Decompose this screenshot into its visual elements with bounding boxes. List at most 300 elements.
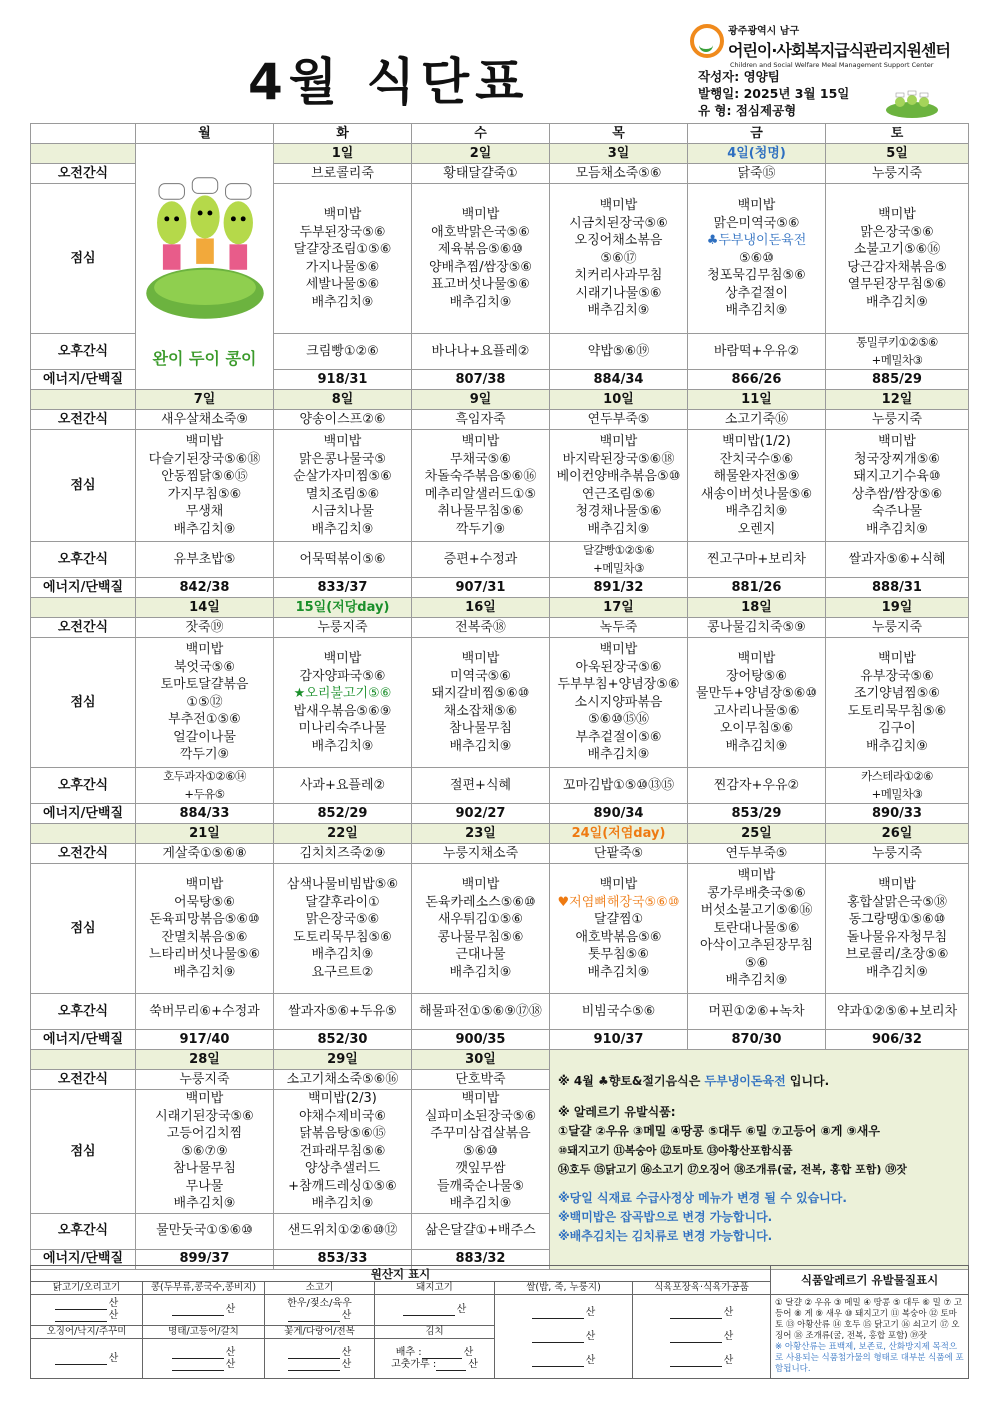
origin-cell-rice: 산 산 산: [495, 1295, 633, 1379]
lunch-item: 주꾸미삼겹살볶음: [430, 1126, 531, 1141]
note-2: ※백미밥은 잡곡밥으로 변경 가능합니다.: [558, 1210, 773, 1225]
lunch-item: 백미밥(1/2): [722, 434, 791, 449]
lunch-cell: [412, 1090, 550, 1214]
energy-value: 910/37: [593, 1031, 644, 1047]
pm-snack-cell: [688, 994, 826, 1030]
lunch-item: 건파래무침⑤⑥: [299, 1143, 386, 1159]
energy-value: 884/34: [593, 371, 644, 387]
lunch-item: 백미밥: [878, 207, 916, 222]
energy-value: 852/30: [317, 1031, 368, 1047]
pm-snack: 크림빵①②⑥: [306, 343, 379, 359]
lunch-item: 백미밥: [461, 651, 500, 666]
energy-cell: [550, 804, 688, 824]
lunch-item: 미나리숙주나물: [298, 721, 387, 736]
energy-value: 890/34: [593, 805, 644, 821]
lunch-item: 달걀찜①: [593, 912, 644, 927]
am-snack: 브로콜리죽: [311, 165, 374, 181]
origin-title: 원산지 표시: [31, 1266, 771, 1282]
energy-value: 906/32: [872, 1031, 922, 1047]
lunch-cell: [550, 184, 688, 334]
lunch-item: 청경채나물⑤⑥: [575, 504, 662, 519]
label-text: 오후간식: [57, 1223, 109, 1239]
lunch-item: 버섯소불고기⑤⑥⑯: [700, 903, 813, 919]
day-cell: [274, 390, 412, 410]
pm-snack: 샌드위치①②⑥⑩⑫: [287, 1223, 398, 1239]
notes-cell: [550, 1050, 969, 1270]
am-snack-cell: [136, 1070, 274, 1090]
origin-cell-pork: 산: [375, 1295, 495, 1326]
lunch-item: 백미밥: [878, 434, 916, 449]
energy-cell: [274, 804, 412, 824]
lunch-cell: [826, 430, 969, 542]
am-snack: 게살죽①⑤⑥⑧: [162, 845, 247, 861]
pm-snack: 카스테라①②⑥ +메밀차③: [861, 769, 933, 801]
am-snack: 누룽지죽: [317, 619, 368, 635]
energy-cell: [826, 370, 969, 390]
origin-cell-crab: 산 산: [265, 1339, 375, 1379]
am-snack: 닭죽⑮: [737, 165, 776, 181]
energy-value: 853/29: [731, 805, 782, 821]
origin-col-5: 식육포장육·식육가공품: [633, 1282, 771, 1295]
lunch-cell: [136, 430, 274, 542]
pm-snack: 증편+수정과: [443, 551, 518, 567]
energy-cell: [688, 804, 826, 824]
lunch-item: 배추김치⑨: [866, 738, 928, 754]
label-text: 점심: [70, 477, 96, 493]
pm-snack-cell: [826, 768, 969, 804]
origin-col-3: 돼지고기: [375, 1282, 495, 1295]
lunch-item: 베이컨양배추볶음⑤⑩: [556, 469, 681, 484]
lunch-item: 백미밥: [878, 877, 916, 892]
am-snack-cell: [826, 844, 969, 864]
lunch-item: 배추김치⑨: [587, 747, 650, 763]
lunch-item: 백미밥: [737, 198, 776, 214]
am-snack: 새우살채소죽⑨: [160, 411, 248, 427]
day-number: 18일: [741, 599, 772, 615]
lunch-item: 백미밥: [737, 651, 776, 666]
lunch-item: 양상추샐러드: [304, 1161, 381, 1176]
day-label-cell: [31, 598, 136, 618]
label-lunch: [31, 864, 136, 994]
pm-snack: 호두과자①②⑥⑭ +두유⑤: [163, 769, 246, 801]
origin-col-4: 쌀(밥, 죽, 누룽지): [495, 1282, 633, 1295]
allergy-list-1: ①달걀 ②우유 ③메밀 ④땅콩 ⑤대두 ⑥밀 ⑦고등어 ⑧게 ⑨새우: [558, 1124, 880, 1139]
origin-cell-beef: 한우/젖소/육우 산: [265, 1295, 375, 1326]
day-cell: [136, 824, 274, 844]
pm-snack-cell: [688, 542, 826, 578]
am-snack: 잣죽⑲: [185, 619, 224, 635]
energy-value: 884/33: [179, 805, 230, 821]
lunch-item: 청포묵김무침⑤⑥: [707, 268, 806, 284]
am-snack-cell: [412, 410, 550, 430]
notes-line1: ※ 4월 ♣향토&절기음식은 두부냉이돈육전 입니다.: [558, 1074, 830, 1089]
lunch-item: 애호박볶음⑤⑥: [575, 929, 662, 945]
label-text: 오전간식: [57, 1071, 109, 1087]
lunch-item: 잔멸치볶음⑤⑥: [161, 929, 248, 945]
lunch-item: 상추쌈/쌈장⑤⑥: [851, 486, 943, 502]
label-text: 점심: [70, 250, 96, 266]
label-energy: [31, 370, 136, 390]
corner-cell: [31, 124, 136, 144]
menu-table: [30, 123, 969, 1270]
label-energy: [31, 578, 136, 598]
pm-snack-cell: [136, 1213, 274, 1249]
weekday-label: 화: [336, 125, 349, 141]
label-text: 오후간식: [57, 343, 109, 359]
lunch-item: 아삭이고추된장무침: [699, 938, 814, 954]
lunch-item: 홍합살맑은국⑤⑱: [846, 894, 947, 910]
energy-value: 833/37: [317, 579, 368, 595]
label-text: 에너지/단백질: [42, 805, 124, 821]
lunch-item: ⑤⑥⑦⑨: [181, 1143, 228, 1159]
lunch-cell: [826, 864, 969, 994]
day-cell: [136, 390, 274, 410]
pm-snack: 머핀①②⑥+녹차: [708, 1003, 805, 1019]
lunch-item: 새송이버섯나물⑤⑥: [700, 486, 813, 502]
energy-value: 881/26: [731, 579, 782, 595]
day-cell: [136, 598, 274, 618]
lunch-item: 해물완자전⑤⑨: [713, 469, 800, 484]
lunch-item: 돈육피망볶음⑤⑥⑩: [149, 912, 260, 927]
org-block: [690, 22, 970, 69]
label-text: 오전간식: [57, 411, 109, 427]
day-number: 10일: [603, 391, 634, 407]
lunch-cell: [136, 638, 274, 768]
am-snack: 누룽지죽: [871, 845, 923, 861]
pm-snack-cell: [136, 542, 274, 578]
lunch-item: 백미밥: [737, 868, 776, 884]
lunch-item: 다슬기된장국⑤⑥⑱: [148, 451, 261, 467]
pm-snack-cell: [550, 542, 688, 578]
energy-cell: [274, 1030, 412, 1050]
lunch-item: 세발나물⑤⑥: [305, 277, 380, 292]
am-snack-cell: [826, 164, 969, 184]
lunch-item: 백미밥: [185, 642, 224, 658]
lunch-item: 배추김치⑨: [725, 738, 788, 754]
lunch-item: 맑은콩나물국⑤: [298, 451, 386, 467]
energy-cell: [274, 578, 412, 598]
day-number: 11일: [741, 391, 772, 407]
origin-col-0: 닭고기/오리고기: [31, 1282, 143, 1295]
weekday-label: 금: [750, 125, 763, 141]
day-cell: [136, 1050, 274, 1070]
am-snack-cell: [412, 1070, 550, 1090]
lunch-item: 소시지양파볶음: [574, 694, 663, 710]
lunch-item: 양배추찜/쌈장⑤⑥: [428, 259, 533, 275]
lunch-item: 오이무침⑤⑥: [719, 721, 794, 736]
pm-snack-cell: [550, 334, 688, 370]
lunch-item: 배추김치⑨: [311, 947, 374, 962]
pm-snack-cell: [826, 542, 969, 578]
energy-value: 917/40: [179, 1031, 230, 1047]
lunch-item: 무채국⑤⑥: [450, 451, 511, 467]
mascot-icon: [141, 166, 269, 352]
lunch-item: 배추김치⑨: [173, 521, 236, 537]
lunch-item: 무생채: [185, 504, 224, 519]
pm-snack-cell: [412, 768, 550, 804]
pm-snack-cell: [550, 994, 688, 1030]
day-label-cell: [31, 824, 136, 844]
lunch-item: 맑은장국⑤⑥: [860, 224, 934, 240]
am-snack-cell: [688, 618, 826, 638]
pm-snack: 절편+식혜: [449, 777, 512, 793]
lunch-item: 백미밥: [323, 434, 362, 449]
pm-snack-cell: [550, 768, 688, 804]
energy-cell: [550, 370, 688, 390]
lunch-item: 감자양파국⑤⑥: [299, 668, 386, 684]
lunch-item: 어묵탕⑤⑥: [174, 894, 235, 910]
energy-cell: [412, 804, 550, 824]
day-cell: [688, 598, 826, 618]
label-lunch: [31, 1090, 136, 1214]
am-snack-cell: [412, 844, 550, 864]
weekday-label: 월: [198, 125, 211, 141]
lunch-item: 토마토달걀볶음: [160, 677, 249, 693]
energy-value: 885/29: [872, 371, 922, 387]
am-snack: 소고기죽⑯: [724, 411, 789, 427]
lunch-item: ⑤⑥⑰: [600, 250, 637, 266]
lunch-item: 밥새우볶음⑤⑥⑨: [293, 703, 392, 719]
weekday-1: [274, 124, 412, 144]
lunch-item: 배추김치⑨: [725, 973, 788, 989]
lunch-item: 시금치된장국⑤⑥: [569, 215, 668, 231]
lunch-cell: [550, 638, 688, 768]
day-number: 12일: [881, 391, 913, 407]
origin-cell-kimchi: 배추 : 산 고춧가루 : 산: [375, 1339, 495, 1379]
pm-snack-cell: [412, 994, 550, 1030]
label-text: 점심: [70, 1143, 96, 1159]
am-snack-cell: [136, 618, 274, 638]
lunch-item: 당근감자채볶음⑤: [847, 259, 947, 275]
day-cell: [274, 598, 412, 618]
pm-snack: 찐감자+우유②: [713, 777, 800, 793]
lunch-item: 배추김치⑨: [449, 1196, 512, 1211]
weekday-label: 토: [890, 125, 904, 141]
energy-cell: [688, 1030, 826, 1050]
day-label-cell: [31, 1050, 136, 1070]
day-cell: [688, 390, 826, 410]
am-snack: 모듬채소죽⑤⑥: [575, 165, 662, 181]
energy-cell: [688, 370, 826, 390]
lunch-item: 돈육카레소스⑤⑥⑩: [425, 894, 536, 910]
am-snack-cell: [136, 410, 274, 430]
pm-snack: 약밥⑤⑥⑲: [587, 343, 650, 359]
lunch-item: 가지나물⑤⑥: [305, 259, 380, 275]
lunch-cell: [826, 638, 969, 768]
day-cell: [826, 824, 969, 844]
lunch-item: ⑤⑥⑩: [463, 1143, 498, 1159]
energy-value: 899/37: [179, 1251, 230, 1267]
lunch-item: 달걀장조림①⑤⑥: [293, 242, 392, 257]
day-number: 1일: [331, 145, 354, 161]
lunch-item: 배추김치⑨: [866, 964, 928, 980]
pm-snack: 어묵떡볶이⑤⑥: [299, 551, 386, 567]
pm-snack: 비빔국수⑤⑥: [581, 1003, 656, 1019]
label-pm: [31, 994, 136, 1030]
lunch-item: 배추김치⑨: [866, 294, 928, 310]
energy-value: 853/33: [317, 1251, 368, 1267]
lunch-cell: [550, 864, 688, 994]
label-text: 오후간식: [57, 1003, 109, 1019]
meta-type: 유 형: 점심제공형: [698, 103, 797, 118]
lunch-item: 백미밥: [461, 1091, 500, 1106]
lunch-cell: [412, 638, 550, 768]
day-number: 29일: [327, 1051, 358, 1067]
pm-snack: 통밀쿠키①②⑤⑥ +메밀차③: [856, 335, 938, 367]
pm-snack: 쑥버무리⑥+수정과: [149, 1003, 260, 1019]
lunch-item: 배추김치⑨: [311, 738, 374, 754]
lunch-item: 김구이: [878, 721, 916, 736]
am-snack-cell: [550, 618, 688, 638]
lunch-item: 근대나물: [455, 947, 506, 962]
origin-col-1: 콩(두부류,콩국수,콩비지): [143, 1282, 265, 1295]
lunch-item: 배추김치⑨: [311, 521, 374, 537]
lunch-item: 북엇국⑤⑥: [174, 659, 235, 675]
day-number: 5일: [886, 145, 908, 161]
am-snack-cell: [826, 618, 969, 638]
energy-value: 900/35: [455, 1031, 506, 1047]
pm-snack: 바나나+요플레②: [431, 343, 530, 359]
energy-cell: [550, 578, 688, 598]
lunch-item: 시금치나물: [311, 504, 374, 519]
am-snack: 콩나물김치죽⑤⑨: [707, 619, 806, 635]
lunch-item: 아욱된장국⑤⑥: [575, 659, 662, 675]
lunch-item: 백미밥: [599, 877, 638, 892]
lunch-item: 도토리묵무침⑤⑥: [847, 703, 947, 719]
lunch-item: 브로콜리/초장⑤⑥: [845, 947, 949, 962]
origin-col2-3: 김치: [375, 1326, 495, 1339]
lunch-item: 콩나물무침⑤⑥: [437, 929, 524, 945]
lunch-item: 안동찜닭⑤⑥⑮: [161, 469, 248, 484]
allergy-head: 식품알레르기 유발물질표시: [771, 1266, 969, 1295]
am-snack: 녹두죽: [599, 619, 638, 635]
pm-snack-cell: [274, 768, 412, 804]
lunch-cell: [688, 184, 826, 334]
label-am: [31, 164, 136, 184]
lunch-item: 오징어채소볶음: [574, 233, 663, 249]
lunch-item: 야채수제비국⑥: [298, 1108, 386, 1124]
day-cell: [826, 598, 969, 618]
label-am: [31, 410, 136, 430]
lunch-item: ⑤⑥⑩: [739, 250, 774, 266]
weekday-4: [688, 124, 826, 144]
am-snack-cell: [136, 844, 274, 864]
energy-value: 907/31: [455, 579, 506, 595]
energy-cell: [826, 804, 969, 824]
lunch-item: 배추김치⑨: [311, 294, 374, 310]
lunch-item: 깍두기⑨: [455, 521, 506, 537]
origin-cell-squid: 산: [31, 1339, 143, 1379]
pm-snack: 달걀빵①②⑤⑥ +메밀차③: [582, 543, 655, 575]
lunch-item: ①⑤⑫: [186, 694, 223, 710]
lunch-item: 요구르트②: [311, 964, 374, 980]
lunch-item: ♥저염뼈해장국⑤⑥⑩: [557, 894, 680, 910]
origin-col-2: 소고기: [265, 1282, 375, 1295]
lunch-item: 깻잎무쌈: [455, 1161, 506, 1176]
origin-cell-fish: 산 산: [143, 1339, 265, 1379]
energy-value: 807/38: [455, 371, 506, 387]
lunch-item: 백미밥: [461, 877, 500, 892]
pm-snack-cell: [688, 768, 826, 804]
energy-value: 918/31: [317, 371, 368, 387]
am-snack: 흑임자죽: [455, 411, 506, 427]
pm-snack: 사과+요플레②: [299, 777, 386, 793]
allergy-list-3: ⑭호두 ⑮닭고기 ⑯소고기 ⑰오징어 ⑱조개류(굴, 전복, 홍합 포함) ⑲잣: [558, 1163, 907, 1177]
mascot-cell: [136, 144, 274, 390]
origin-cell-chicken: 산 산: [31, 1295, 143, 1326]
lunch-item: 배추김치⑨: [311, 1196, 374, 1211]
day-number: 26일: [881, 825, 913, 841]
lunch-item: 순살가자미찜⑤⑥: [293, 469, 392, 484]
lunch-item: 미역국⑤⑥: [450, 668, 511, 684]
am-snack: 전복죽⑱: [455, 619, 506, 635]
energy-value: 902/27: [455, 805, 506, 821]
lunch-item: 백미밥: [599, 434, 638, 449]
energy-cell: [412, 578, 550, 598]
label-pm: [31, 1213, 136, 1249]
day-number: 24일(저염day): [571, 825, 666, 841]
lunch-cell: [688, 430, 826, 542]
lunch-item: 부추겉절이⑤⑥: [575, 729, 662, 745]
lunch-cell: [274, 864, 412, 994]
am-snack: 누룽지죽: [871, 411, 923, 427]
am-snack-cell: [412, 164, 550, 184]
lunch-item: 콩가루배춧국⑤⑥: [707, 885, 806, 901]
label-text: 에너지/단백질: [42, 579, 124, 595]
pm-snack: 물만둣국①⑤⑥⑩: [156, 1223, 253, 1239]
allergy-list-2: ⑩돼지고기 ⑪복숭아 ⑫토마토 ⑬아황산포함식품: [558, 1144, 793, 1158]
lunch-item: 깍두기⑨: [179, 747, 230, 763]
lunch-item: ⑤⑥⑩⑮⑯: [588, 712, 649, 728]
label-text: 오전간식: [57, 845, 109, 861]
energy-value: 891/32: [593, 579, 644, 595]
pm-snack-cell: [688, 334, 826, 370]
lunch-item: 잔치국수⑤⑥: [719, 451, 794, 467]
lunch-item: ⑤⑥: [744, 955, 769, 971]
lunch-item: 느타리버섯나물⑤⑥: [148, 947, 261, 962]
lunch-item: 돌나물유자청무침: [846, 929, 948, 945]
pm-snack-cell: [412, 542, 550, 578]
am-snack-cell: [688, 164, 826, 184]
lunch-item: 연근조림⑤⑥: [581, 486, 656, 502]
lunch-cell: [136, 1090, 274, 1214]
lunch-item: 오렌지: [737, 521, 776, 537]
origin-col2-2: 꽃게/다랑어/전복: [265, 1326, 375, 1339]
am-snack: 연두부죽⑤: [587, 411, 650, 427]
label-text: 오후간식: [57, 551, 109, 567]
lunch-item: 표고버섯나물⑤⑥: [431, 277, 530, 292]
pm-snack-cell: [412, 1213, 550, 1249]
lunch-item: 백미밥: [599, 642, 638, 658]
meta-block: [698, 68, 849, 119]
mini-mascot-icon: [882, 88, 942, 124]
lunch-item: 닭볶음탕⑤⑥⑮: [299, 1126, 386, 1141]
lunch-item: 톳무침⑤⑥: [588, 947, 649, 962]
am-snack-cell: [550, 164, 688, 184]
pm-snack-cell: [274, 542, 412, 578]
lunch-item: 백미밥: [599, 198, 638, 214]
lunch-item: 백미밥: [878, 651, 916, 666]
lunch-item: 백미밥(2/3): [308, 1091, 377, 1106]
label-text: 에너지/단백질: [42, 371, 124, 387]
label-am: [31, 1070, 136, 1090]
day-number: 21일: [189, 825, 220, 841]
label-text: 오후간식: [57, 777, 109, 793]
label-text: 점심: [70, 694, 96, 710]
label-text: 오전간식: [57, 165, 109, 181]
lunch-item: 멸치조림⑤⑥: [305, 486, 380, 502]
day-number: 15일(저당day): [295, 599, 390, 615]
